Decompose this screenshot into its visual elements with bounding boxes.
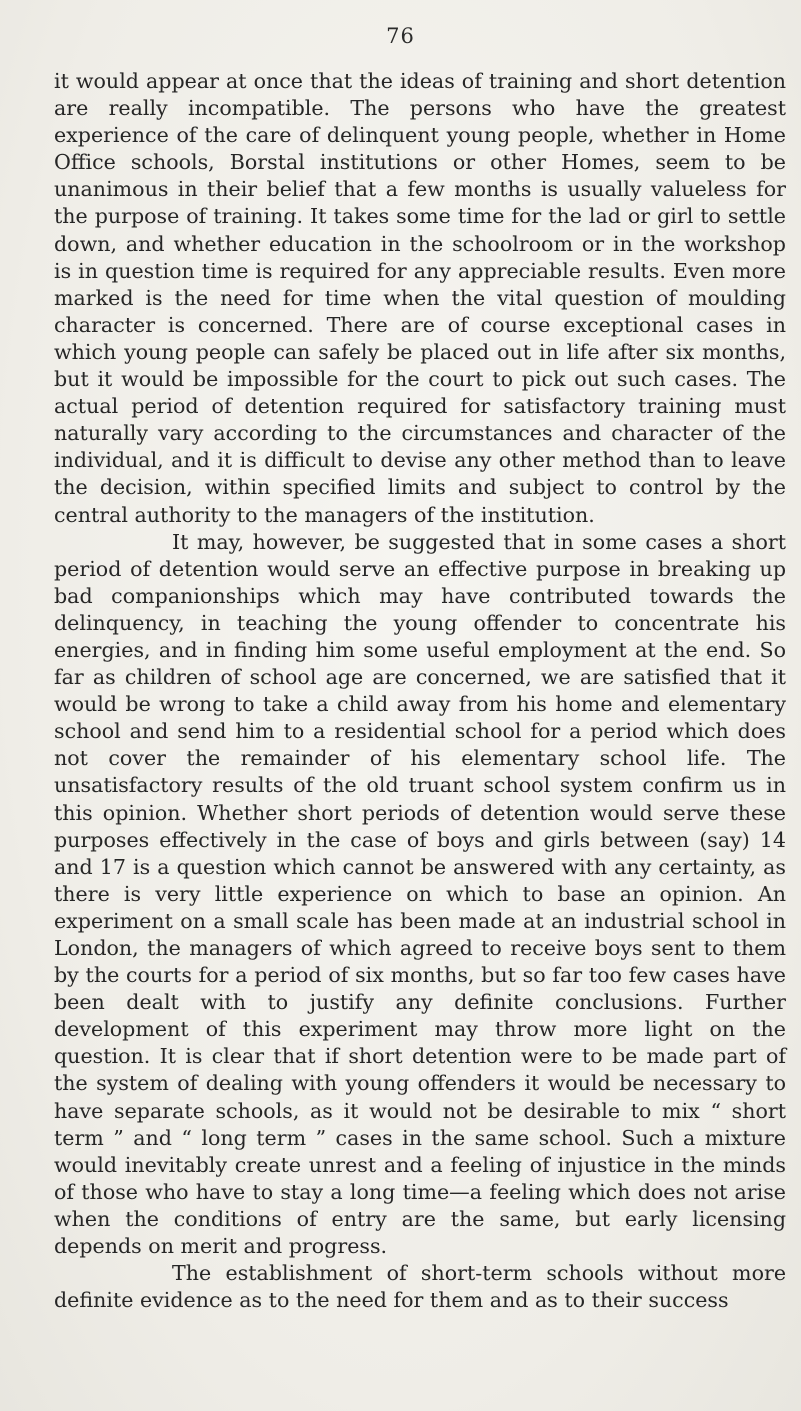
body-text — [54, 68, 786, 1314]
page-number: 76 — [386, 24, 415, 48]
paragraph-2: It may, however, be suggested that in some cases a short period of detention would serve an effective purpose in breaking up bad companionships which may have contributed towards the delinquency, in teaching the young offender to concentrate his energies, and in finding him some useful employment at the end. So far as children of school age are concerned, we are satisfied that it would be wrong to take a child away from his home and elementary school and send him to a residential school for a period which does not cover the remainder of his elementary school life. The unsatisfactory results of the old truant school system confirm us in this opinion. Whether short periods of detention would serve these purposes effectively in the case of boys and girls between (say) 14 and 17 is a question which cannot be answered with any certainty, as there is very little experience on which to base an opinion. An experiment on a small scale has been made at an industrial school in London, the managers of which agreed to receive boys sent to them by the courts for a period of six months, but so far too few cases have been dealt with to justify any definite conclusions. Further development of this experiment may throw more light on the question. It is clear that if short detention were to be made part of the system of dealing with young offenders it would be necessary to have separate schools, as it would not be desirable to mix “ short term ” and “ long term ” cases in the same school. Such a mixture would inevitably create unrest and a feeling of injustice in the minds of those who have to stay a long time—a feeling which does not arise when the conditions of entry are the same, but early licensing depends on merit and progress. — [54, 529, 786, 1259]
paragraph-3: The establishment of short-term schools without more definite evidence as to the need for them and as to their success — [54, 1261, 786, 1313]
paragraph-1: it would appear at once that the ideas of training and short detention are really incompatible. The persons who have the greatest experience of the care of delinquent young people, whether in Home Office schools, Borstal institutions or other Homes, seem to be unanimous in their belief that a few months is usually valueless for the purpose of training. It takes some time for the lad or girl to settle down, and whether education in the schoolroom or in the workshop is in question time is required for any appreciable results. Even more marked is the need for time when the vital question of moulding character is concerned. There are of course exceptional cases in which young people can safely be placed out in life after six months, but it would be impossible for the court to pick out such cases. The actual period of detention required for satisfactory training must naturally vary according to the circumstances and character of the individual, and it is difficult to devise any other method than to leave the decision, within specified limits and subject to control by the central authority to the managers of the institution. — [54, 69, 786, 527]
